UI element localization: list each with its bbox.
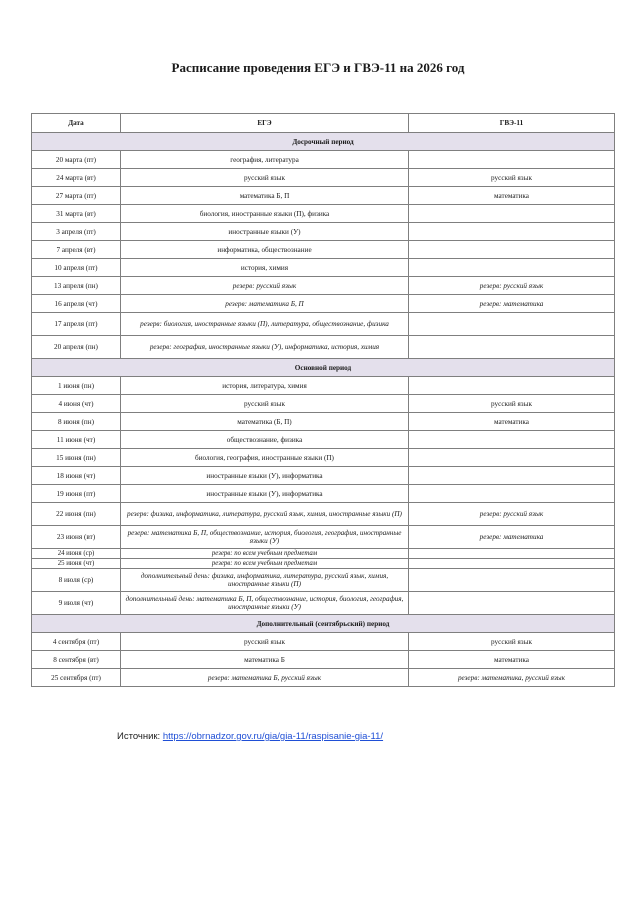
schedule-table (31, 113, 615, 687)
date-cell: 17 апреля (пт) (32, 313, 121, 336)
ege-cell: резерв: математика Б, П, обществознание, история, биология, география, иностранные языки (У) (121, 526, 409, 549)
gve-cell (409, 467, 615, 485)
ege-cell: русский язык (121, 395, 409, 413)
period-header-row (32, 133, 615, 151)
ege-cell: обществознание, физика (121, 431, 409, 449)
gve-cell: резерв: математика (409, 526, 615, 549)
table-row (32, 151, 615, 169)
date-cell: 3 апреля (пт) (32, 223, 121, 241)
date-cell: 27 марта (пт) (32, 187, 121, 205)
table-row (32, 169, 615, 187)
date-cell: 4 июня (чт) (32, 395, 121, 413)
table-row (32, 526, 615, 549)
period-title: Дополнительный (сентябрьский) период (32, 615, 615, 633)
source-link[interactable]: https://obrnadzor.gov.ru/gia/gia-11/raspisanie-gia-11/ (162, 731, 384, 742)
date-cell: 8 июня (пн) (32, 413, 121, 431)
page-title: Расписание проведения ЕГЭ и ГВЭ-11 на 2026 год (171, 60, 465, 75)
date-cell: 22 июня (пн) (32, 503, 121, 526)
ege-cell: математика Б, П (121, 187, 409, 205)
table-row (32, 503, 615, 526)
gve-cell (409, 377, 615, 395)
table-row (32, 449, 615, 467)
gve-cell: русский язык (409, 633, 615, 651)
source-line (117, 731, 383, 742)
ege-cell: информатика, обществознание (121, 241, 409, 259)
ege-cell: резерв: физика, информатика, литература, русский язык, химия, иностранные языки (П) (121, 503, 409, 526)
period-header-row (32, 615, 615, 633)
source-label: Источник: (117, 731, 163, 742)
gve-cell (409, 449, 615, 467)
ege-cell: география, литература (121, 151, 409, 169)
date-cell: 20 марта (пт) (32, 151, 121, 169)
ege-cell: русский язык (121, 633, 409, 651)
table-row (32, 569, 615, 592)
table-row (32, 205, 615, 223)
ege-cell: биология, география, иностранные языки (П) (121, 449, 409, 467)
table-row (32, 431, 615, 449)
gve-cell (409, 559, 615, 569)
ege-cell: иностранные языки (У) (121, 223, 409, 241)
table-row (32, 336, 615, 359)
table-row (32, 241, 615, 259)
date-cell: 31 марта (вт) (32, 205, 121, 223)
period-title: Досрочный период (32, 133, 615, 151)
table-row (32, 313, 615, 336)
gve-cell: резерв: русский язык (409, 277, 615, 295)
date-cell: 9 июля (чт) (32, 592, 121, 615)
gve-cell (409, 223, 615, 241)
gve-cell (409, 336, 615, 359)
ege-cell: математика Б (121, 651, 409, 669)
date-cell: 24 июня (ср) (32, 549, 121, 559)
date-cell: 18 июня (чт) (32, 467, 121, 485)
date-cell: 10 апреля (пт) (32, 259, 121, 277)
gve-cell: резерв: русский язык (409, 503, 615, 526)
date-cell: 20 апреля (пн) (32, 336, 121, 359)
ege-cell: дополнительный день: физика, информатика, литература, русский язык, химия, иностранные языки (П) (121, 569, 409, 592)
column-header-date: Дата (32, 114, 121, 133)
gve-cell (409, 592, 615, 615)
ege-cell: история, химия (121, 259, 409, 277)
table-row (32, 467, 615, 485)
column-header-ege: ЕГЭ (121, 114, 409, 133)
table-row (32, 592, 615, 615)
table-row (32, 633, 615, 651)
gve-cell (409, 549, 615, 559)
ege-cell: резерв: русский язык (121, 277, 409, 295)
table-row (32, 295, 615, 313)
date-cell: 15 июня (пн) (32, 449, 121, 467)
date-cell: 8 сентября (вт) (32, 651, 121, 669)
table-row (32, 223, 615, 241)
table-row (32, 395, 615, 413)
ege-cell: математика (Б, П) (121, 413, 409, 431)
date-cell: 24 марта (вт) (32, 169, 121, 187)
table-row (32, 651, 615, 669)
gve-cell: резерв: математика (409, 295, 615, 313)
date-cell: 8 июля (ср) (32, 569, 121, 592)
date-cell: 16 апреля (чт) (32, 295, 121, 313)
gve-cell: русский язык (409, 395, 615, 413)
ege-cell: история, литература, химия (121, 377, 409, 395)
gve-cell (409, 431, 615, 449)
ege-cell: резерв: география, иностранные языки (У), информатика, история, химия (121, 336, 409, 359)
table-row (32, 259, 615, 277)
table-row (32, 549, 615, 559)
ege-cell: резерв: математика Б, русский язык (121, 669, 409, 687)
ege-cell: резерв: по всем учебным предметам (121, 559, 409, 569)
ege-cell: резерв: по всем учебным предметам (121, 549, 409, 559)
date-cell: 7 апреля (вт) (32, 241, 121, 259)
table-row (32, 277, 615, 295)
table-row (32, 187, 615, 205)
table-row (32, 559, 615, 569)
gve-cell (409, 313, 615, 336)
gve-cell: математика (409, 651, 615, 669)
date-cell: 25 сентября (пт) (32, 669, 121, 687)
table-row (32, 669, 615, 687)
gve-cell (409, 151, 615, 169)
gve-cell (409, 569, 615, 592)
date-cell: 13 апреля (пн) (32, 277, 121, 295)
period-title: Основной период (32, 359, 615, 377)
period-header-row (32, 359, 615, 377)
gve-cell (409, 205, 615, 223)
gve-cell: резерв: математика, русский язык (409, 669, 615, 687)
gve-cell: математика (409, 187, 615, 205)
gve-cell: математика (409, 413, 615, 431)
table-row (32, 485, 615, 503)
ege-cell: иностранные языки (У), информатика (121, 485, 409, 503)
date-cell: 19 июня (пт) (32, 485, 121, 503)
ege-cell: дополнительный день: математика Б, П, обществознание, история, биология, география, иностранные языки (У) (121, 592, 409, 615)
ege-cell: резерв: математика Б, П (121, 295, 409, 313)
table-row (32, 377, 615, 395)
ege-cell: иностранные языки (У), информатика (121, 467, 409, 485)
gve-cell: русский язык (409, 169, 615, 187)
table-row (32, 413, 615, 431)
ege-cell: русский язык (121, 169, 409, 187)
date-cell: 4 сентября (пт) (32, 633, 121, 651)
gve-cell (409, 485, 615, 503)
column-header-gve: ГВЭ-11 (409, 114, 615, 133)
gve-cell (409, 259, 615, 277)
gve-cell (409, 241, 615, 259)
date-cell: 23 июня (вт) (32, 526, 121, 549)
date-cell: 1 июня (пн) (32, 377, 121, 395)
date-cell: 25 июня (чт) (32, 559, 121, 569)
schedule-body (32, 133, 615, 687)
date-cell: 11 июня (чт) (32, 431, 121, 449)
ege-cell: резерв: биология, иностранные языки (П), литература, обществознание, физика (121, 313, 409, 336)
ege-cell: биология, иностранные языки (П), физика (121, 205, 409, 223)
